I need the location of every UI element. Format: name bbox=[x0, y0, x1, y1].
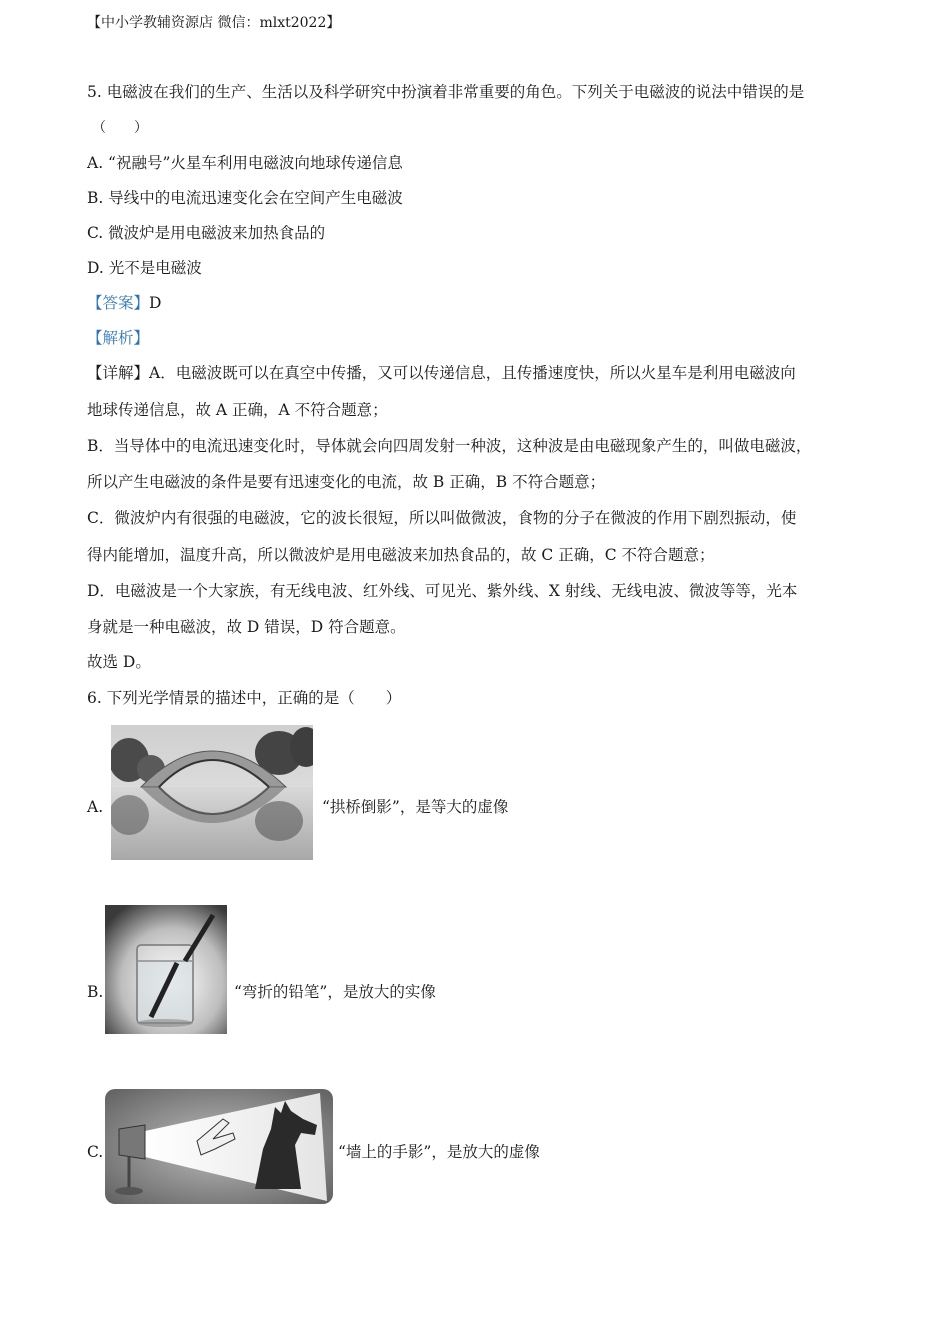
q6-option-a-letter: A. bbox=[87, 798, 104, 816]
q6-option-b-letter: B. bbox=[87, 983, 104, 1001]
detail-line-3: B．当导体中的电流迅速变化时，导体就会向四周发射一种波，这种波是由电磁现象产生的，叫做电磁波， bbox=[87, 437, 812, 455]
detail-line-7: D．电磁波是一个大家族，有无线电波、红外线、可见光、紫外线、X 射线、无线电波、微波等等，光本 bbox=[87, 582, 798, 600]
q6-option-b-text: “弯折的铅笔”，是放大的实像 bbox=[234, 983, 436, 1001]
detail-line-8: 身就是一种电磁波，故 D 错误，D 符合题意。 bbox=[87, 618, 406, 636]
header-watermark: 【中小学教辅资源店 微信：mlxt2022】 bbox=[87, 15, 341, 31]
q6-stem: 6. 下列光学情景的描述中，正确的是（ ） bbox=[87, 689, 402, 707]
arch-bridge-image bbox=[111, 725, 313, 860]
detail-line-4: 所以产生电磁波的条件是要有迅速变化的电流，故 B 正确，B 不符合题意； bbox=[87, 473, 606, 491]
answer-value: D bbox=[149, 294, 162, 312]
q5-conclusion: 故选 D。 bbox=[87, 653, 151, 671]
q6-option-c-letter: C. bbox=[87, 1143, 104, 1161]
detail-text: A．电磁波既可以在真空中传播，又可以传递信息，且传播速度快，所以火星车是利用电磁波向 bbox=[149, 364, 796, 382]
answer-label: 【答案】 bbox=[87, 294, 150, 312]
q6-option-a-text: “拱桥倒影”，是等大的虚像 bbox=[322, 798, 509, 816]
q6-option-c-text: “墙上的手影”，是放大的虚像 bbox=[338, 1143, 540, 1161]
analysis-label: 【解析】 bbox=[87, 329, 150, 347]
detail-line-2: 地球传递信息，故 A 正确，A 不符合题意； bbox=[87, 401, 388, 419]
q5-stem: 5. 电磁波在我们的生产、生活以及科学研究中扮演着非常重要的角色。下列关于电磁波的说法中错误的是 bbox=[87, 83, 805, 101]
q5-option-c: C. 微波炉是用电磁波来加热食品的 bbox=[87, 224, 326, 242]
hand-shadow-image bbox=[105, 1089, 333, 1204]
q5-option-d: D. 光不是电磁波 bbox=[87, 259, 202, 277]
q5-option-a: A. “祝融号”火星车利用电磁波向地球传递信息 bbox=[87, 154, 403, 172]
q5-answer bbox=[87, 293, 161, 313]
detail-line-5: C．微波炉内有很强的电磁波，它的波长很短，所以叫做微波，食物的分子在微波的作用下剧烈振动，使 bbox=[87, 509, 797, 527]
detail-line-1 bbox=[87, 363, 796, 383]
bent-pencil-image bbox=[105, 905, 227, 1034]
detail-label: 【详解】 bbox=[87, 364, 150, 382]
detail-line-6: 得内能增加，温度升高，所以微波炉是用电磁波来加热食品的，故 C 正确，C 不符合题意； bbox=[87, 546, 715, 564]
q5-option-b: B. 导线中的电流迅速变化会在空间产生电磁波 bbox=[87, 189, 403, 207]
q5-paren: （ ） bbox=[92, 120, 148, 136]
